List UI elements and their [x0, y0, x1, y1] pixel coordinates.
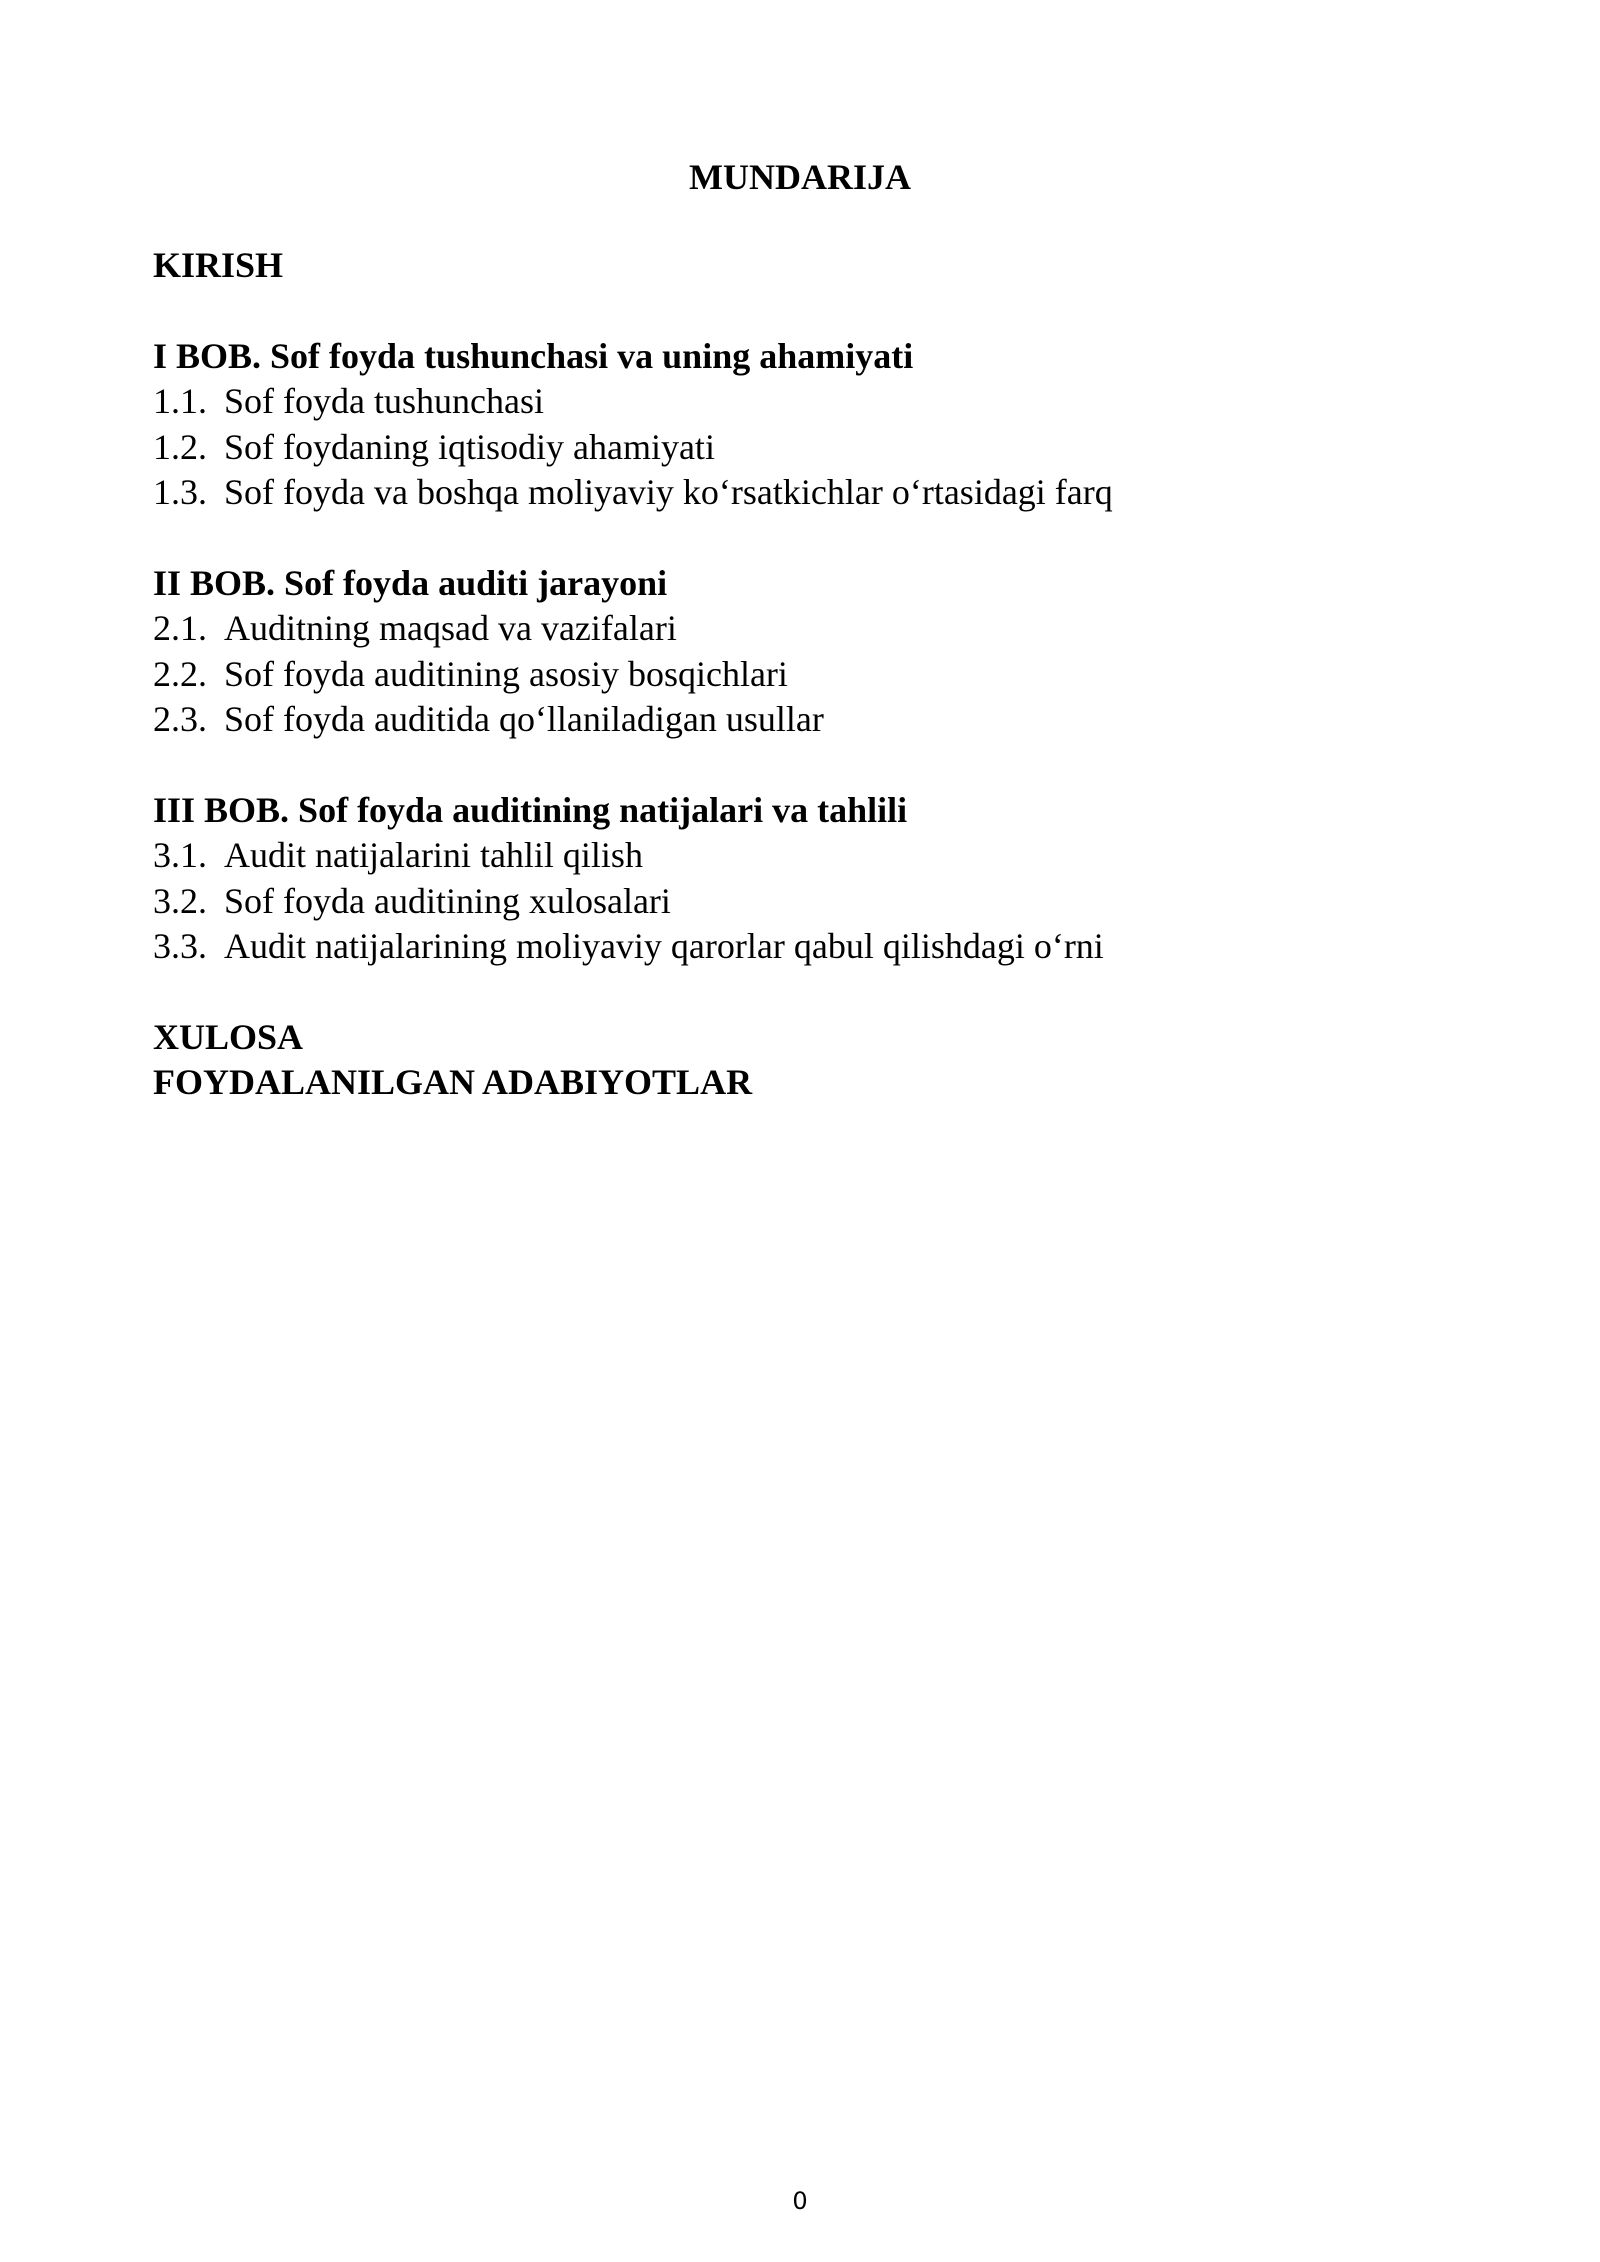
item-title: Audit natijalarini tahlil qilish	[224, 835, 643, 875]
item-number: 1.2.	[153, 426, 207, 467]
item-title: Sof foyda va boshqa moliyaviy ko‘rsatkichlar o‘rtasidagi farq	[224, 472, 1113, 512]
item-number: 2.3.	[153, 699, 207, 739]
item-title: Audit natijalarining moliyaviy qarorlar qabul qilishdagi o‘rni	[224, 926, 1104, 966]
toc-item	[153, 652, 1453, 698]
chapter-heading: III BOB. Sof foyda auditining natijalari va tahlili	[153, 789, 908, 830]
toc-chapter-3	[153, 788, 1453, 970]
spacer	[153, 289, 1453, 334]
item-title: Sof foydaning iqtisodiy ahamiyati	[224, 426, 715, 467]
item-number: 3.1.	[153, 835, 207, 875]
toc-chapter-2	[153, 561, 1453, 743]
item-number: 3.3.	[153, 926, 207, 966]
chapter-heading: II BOB. Sof foyda auditi jarayoni	[153, 562, 668, 603]
document-title: MUNDARIJA	[689, 157, 911, 197]
toc-item	[153, 425, 1453, 471]
chapter-heading: I BOB. Sof foyda tushunchasi va uning ahamiyati	[153, 335, 914, 376]
table-of-contents	[153, 243, 1453, 1106]
spacer	[153, 743, 1453, 788]
item-number: 2.2.	[153, 653, 207, 694]
item-title: Sof foyda auditida qo‘llaniladigan usullar	[224, 699, 824, 739]
toc-chapter-1	[153, 334, 1453, 516]
toc-intro: KIRISH	[153, 245, 284, 285]
toc-item	[153, 379, 1453, 425]
toc-item	[153, 606, 1453, 652]
toc-references: FOYDALANILGAN ADABIYOTLAR	[153, 1062, 753, 1102]
toc-item	[153, 879, 1453, 925]
toc-item	[153, 470, 1453, 516]
toc-item	[153, 697, 1453, 743]
item-title: Sof foyda auditining xulosalari	[224, 880, 671, 921]
item-number: 1.3.	[153, 472, 207, 512]
spacer	[153, 970, 1453, 1015]
toc-item	[153, 924, 1453, 970]
item-number: 1.1.	[153, 381, 207, 421]
item-title: Sof foyda auditining asosiy bosqichlari	[224, 653, 788, 694]
item-title: Sof foyda tushunchasi	[224, 381, 544, 421]
toc-item	[153, 833, 1453, 879]
item-number: 2.1.	[153, 608, 207, 648]
spacer	[153, 516, 1453, 561]
item-title: Auditning maqsad va vazifalari	[224, 608, 677, 648]
page-number: 0	[792, 2187, 808, 2215]
toc-conclusion: XULOSA	[153, 1016, 304, 1057]
item-number: 3.2.	[153, 880, 207, 921]
